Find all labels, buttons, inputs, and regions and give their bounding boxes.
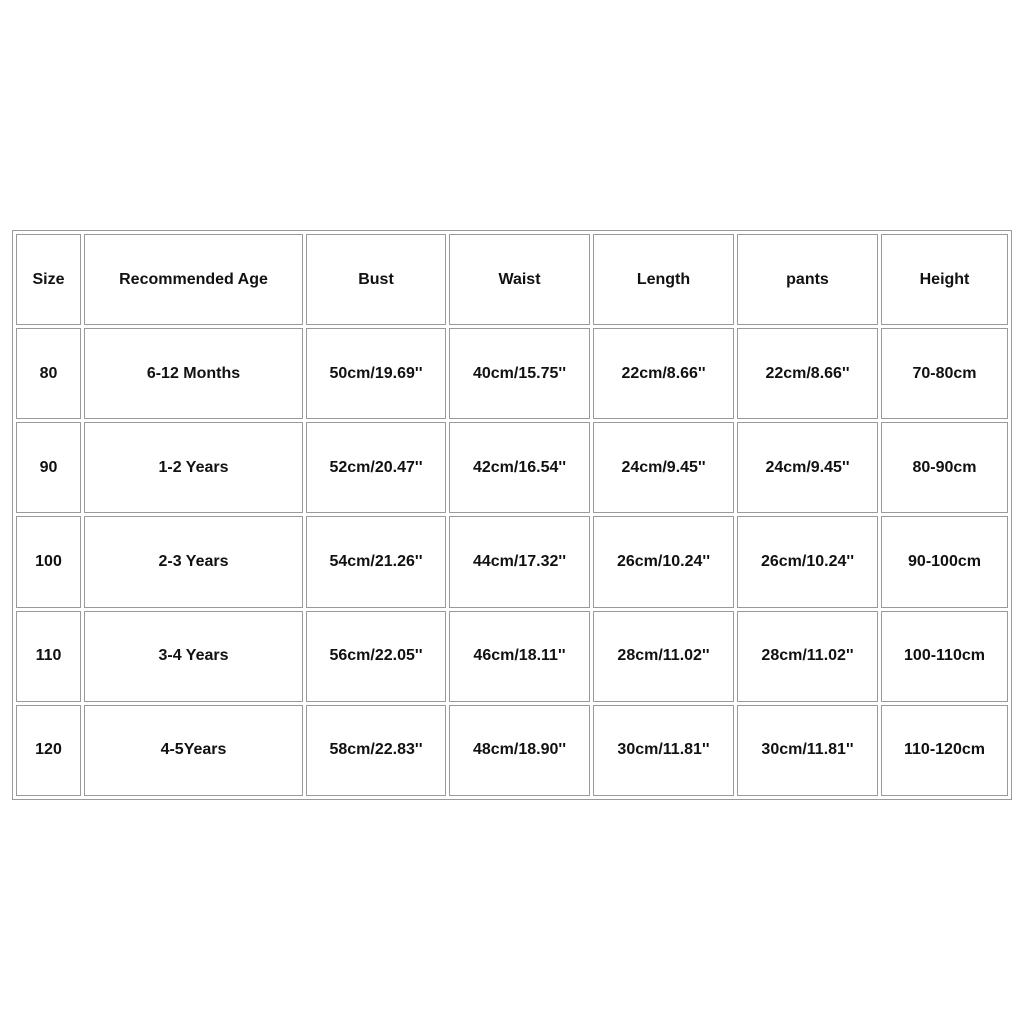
cell-height: 70-80cm: [881, 328, 1008, 419]
cell-height: 90-100cm: [881, 516, 1008, 607]
header-pants: pants: [737, 234, 878, 325]
cell-pants: 24cm/9.45'': [737, 422, 878, 513]
cell-pants: 22cm/8.66'': [737, 328, 878, 419]
cell-pants: 30cm/11.81'': [737, 705, 878, 796]
header-row: [16, 234, 1008, 325]
header-length: Length: [593, 234, 734, 325]
size-chart-table: [12, 230, 1012, 800]
cell-length: 30cm/11.81'': [593, 705, 734, 796]
cell-recommended-age: 6-12 Months: [84, 328, 303, 419]
cell-height: 110-120cm: [881, 705, 1008, 796]
cell-size: 110: [16, 611, 81, 702]
cell-waist: 40cm/15.75'': [449, 328, 590, 419]
cell-recommended-age: 4-5Years: [84, 705, 303, 796]
cell-recommended-age: 2-3 Years: [84, 516, 303, 607]
cell-length: 22cm/8.66'': [593, 328, 734, 419]
cell-length: 24cm/9.45'': [593, 422, 734, 513]
cell-recommended-age: 1-2 Years: [84, 422, 303, 513]
cell-length: 26cm/10.24'': [593, 516, 734, 607]
cell-pants: 26cm/10.24'': [737, 516, 878, 607]
cell-size: 100: [16, 516, 81, 607]
header-bust: Bust: [306, 234, 446, 325]
cell-pants: 28cm/11.02'': [737, 611, 878, 702]
cell-bust: 54cm/21.26'': [306, 516, 446, 607]
table-row: [16, 328, 1008, 419]
cell-bust: 50cm/19.69'': [306, 328, 446, 419]
cell-bust: 56cm/22.05'': [306, 611, 446, 702]
table-row: [16, 422, 1008, 513]
header-height: Height: [881, 234, 1008, 325]
cell-height: 80-90cm: [881, 422, 1008, 513]
cell-waist: 46cm/18.11'': [449, 611, 590, 702]
table-row: [16, 611, 1008, 702]
cell-height: 100-110cm: [881, 611, 1008, 702]
cell-length: 28cm/11.02'': [593, 611, 734, 702]
cell-recommended-age: 3-4 Years: [84, 611, 303, 702]
table-row: [16, 705, 1008, 796]
cell-bust: 58cm/22.83'': [306, 705, 446, 796]
table-row: [16, 516, 1008, 607]
cell-size: 90: [16, 422, 81, 513]
header-recommended-age: Recommended Age: [84, 234, 303, 325]
cell-bust: 52cm/20.47'': [306, 422, 446, 513]
header-waist: Waist: [449, 234, 590, 325]
header-size: Size: [16, 234, 81, 325]
cell-waist: 48cm/18.90'': [449, 705, 590, 796]
cell-size: 80: [16, 328, 81, 419]
cell-waist: 44cm/17.32'': [449, 516, 590, 607]
cell-waist: 42cm/16.54'': [449, 422, 590, 513]
cell-size: 120: [16, 705, 81, 796]
